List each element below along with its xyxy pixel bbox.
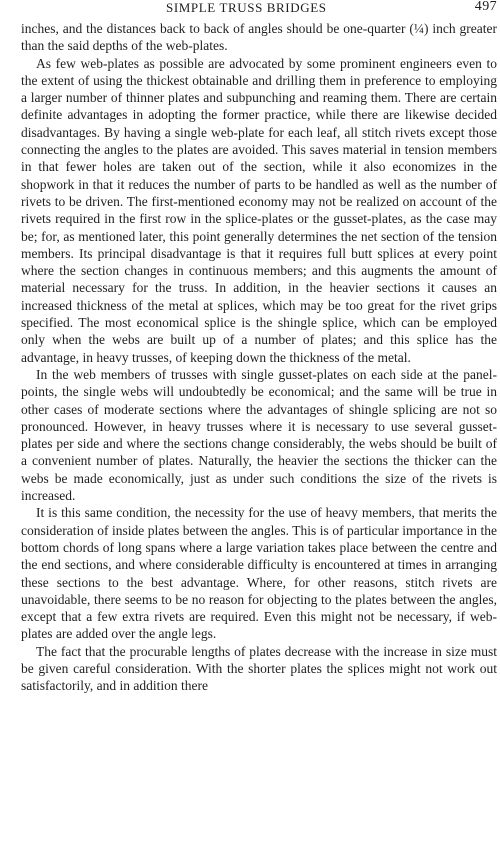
running-head [21, 0, 497, 20]
paragraph: As few web-plates as possible are advocated by some prominent engineers even to the extent of using the thickest obtainable and drilling them in preference to employing a larger number of thinner plates and subpunching and reaming them. There are certain definite advantages in adopting the former practice, while there are likewise decided disadvantages. By having a single web-plate for each leaf, all stitch rivets except those connecting the angles to the plates are avoided. This saves material in tension members in that fewer holes are taken out of the section, while it also economizes in the shopwork in that it reduces the number of parts to be handled as well as the number of rivets to be driven. The first-mentioned economy may not be realized on account of the rivets required in the first row in the splice-plates or the gusset-plates, as the case may be; for, as mentioned later, this point generally determines the net section of the tension members. Its principal disadvantage is that it requires full butt splices at every point where the section changes in continuous members; and this augments the amount of material necessary for the truss. In addition, in the heavier sections it causes an increased thickness of the metal at splices, which may be too great for the rivet grips specified. The most economical splice is the shingle splice, which can be employed only when the webs are built up of a number of plates; and this splice has the advantage, in heavy trusses, of keeping down the thickness of the metal. [21, 55, 497, 365]
running-head-title: SIMPLE TRUSS BRIDGES [166, 0, 327, 15]
body-text [21, 20, 497, 695]
paragraph: The fact that the procurable lengths of plates decrease with the increase in size must be given careful consideration. With the shorter plates the splices might not work out satisfactorily, and in addition there [21, 643, 497, 694]
paragraph: It is this same condition, the necessity for the use of heavy members, that merits the consideration of inside plates between the angles. This is of particular importance in the bottom chords of long spans where a large variation takes place between the centre and the end sections, and where considerable difficulty is encountered at times in arranging these sections to the best advantage. Where, for other reasons, stitch rivets are unavoidable, there seems to be no reason for objecting to the plates between the angles, except that a few extra rivets are required. Even this might not be necessary, if web-plates are added over the angle legs. [21, 505, 497, 642]
page-number: 497 [474, 0, 497, 14]
book-page [21, 0, 497, 862]
paragraph: In the web members of trusses with single gusset-plates on each side at the panel-points, the single webs will undoubtedly be economical; and the same will be true in other cases of moderate sections where the advantages of shingle splicing are not so pronounced. However, in heavy trusses where it is necessary to use several gusset-plates per side and where the sections change considerably, the webs should be built of a convenient number of plates. Naturally, the heavier the sections the thicker can the webs be made economically, just as under such conditions the size of the rivets is increased. [21, 366, 497, 504]
paragraph: inches, and the distances back to back of angles should be one-quarter (¼) inch greater than the said depths of the web-plates. [21, 21, 497, 54]
